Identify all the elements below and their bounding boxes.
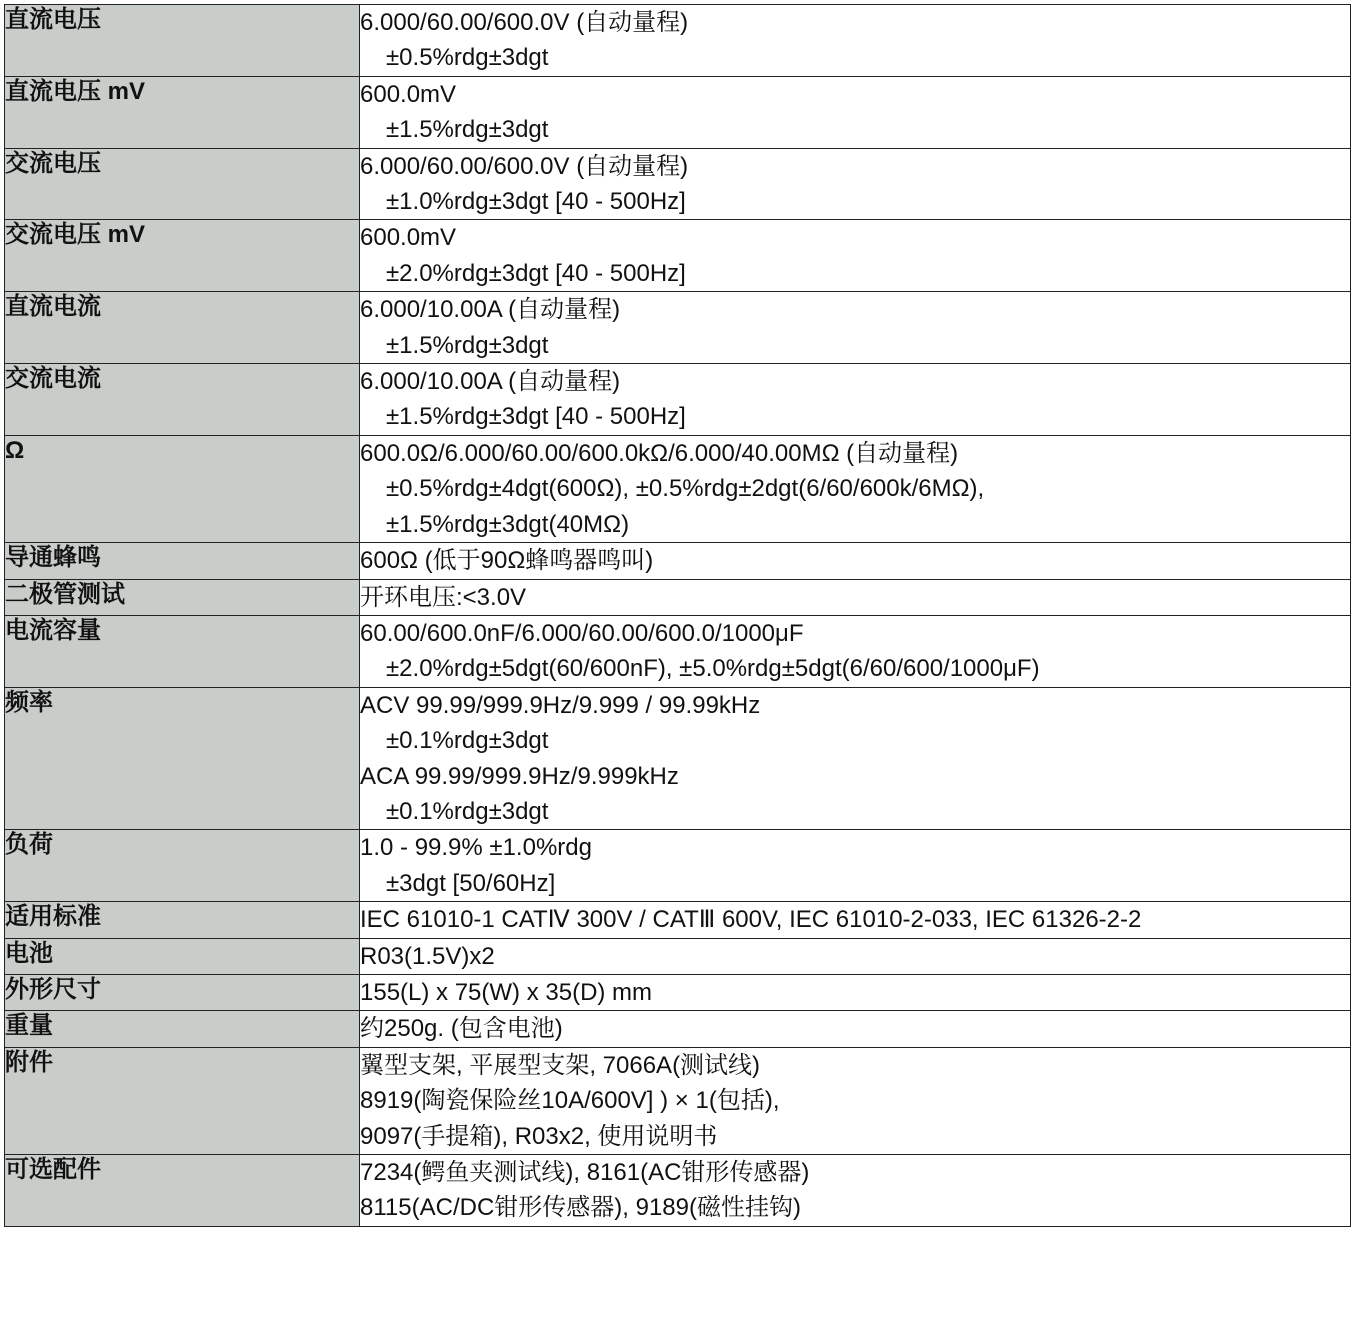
spec-value-line: 翼型支架, 平展型支架, 7066A(测试线) xyxy=(360,1051,761,1079)
spec-label: 电池 xyxy=(5,939,53,967)
spec-row xyxy=(5,830,1351,902)
spec-label: 附件 xyxy=(5,1048,53,1076)
spec-row xyxy=(5,687,1351,830)
spec-label-cell xyxy=(5,364,360,436)
spec-label-cell xyxy=(5,220,360,292)
spec-value-line: ±2.0%rdg±5dgt(60/600nF), ±5.0%rdg±5dgt(6/60/600/1000μF) xyxy=(386,655,1040,683)
spec-value-cell xyxy=(360,830,1351,902)
spec-label-cell xyxy=(5,292,360,364)
spec-value-line: ACV 99.99/999.9Hz/9.999 / 99.99kHz xyxy=(360,691,761,719)
spec-value-line: 开环电压:<3.0V xyxy=(360,583,527,611)
spec-value-line: 7234(鳄鱼夹测试线), 8161(AC钳形传感器) xyxy=(360,1159,810,1186)
spec-label: 电流容量 xyxy=(5,616,101,644)
spec-label-cell xyxy=(5,902,360,938)
spec-value-cell xyxy=(360,938,1351,974)
spec-label-cell xyxy=(5,148,360,220)
spec-label-cell xyxy=(5,687,360,830)
spec-label-cell xyxy=(5,938,360,974)
spec-value-line: ±3dgt [50/60Hz] xyxy=(386,869,556,897)
spec-label-cell xyxy=(5,1155,360,1227)
spec-value-line: IEC 61010-1 CATⅣ 300V / CATⅢ 600V, IEC 61010-2-033, IEC 61326-2-2 xyxy=(360,906,1142,934)
spec-row xyxy=(5,543,1351,579)
spec-value-line: 8919(陶瓷保险丝10A/600V] ) × 1(包括), xyxy=(360,1087,780,1115)
spec-value-line: 600.0mV xyxy=(360,80,457,108)
spec-value-line: 60.00/600.0nF/6.000/60.00/600.0/1000μF xyxy=(360,619,804,647)
spec-value-line: ±2.0%rdg±3dgt [40 - 500Hz] xyxy=(386,259,686,287)
spec-label-cell xyxy=(5,974,360,1010)
spec-label: 交流电压 mV xyxy=(5,221,146,249)
spec-value-line: 6.000/60.00/600.0V (自动量程) xyxy=(360,152,689,180)
spec-label: 交流电压 xyxy=(5,149,101,177)
spec-row xyxy=(5,148,1351,220)
spec-value-cell xyxy=(360,974,1351,1010)
spec-row xyxy=(5,974,1351,1010)
spec-value-line: ±1.5%rdg±3dgt [40 - 500Hz] xyxy=(386,403,686,431)
spec-row xyxy=(5,364,1351,436)
spec-value-line: ±0.5%rdg±3dgt xyxy=(386,44,549,72)
spec-value-cell xyxy=(360,1047,1351,1154)
spec-value-line: ±0.1%rdg±3dgt xyxy=(386,727,549,755)
spec-label: 外形尺寸 xyxy=(5,975,101,1003)
spec-value-line: 600Ω (低于90Ω蜂鸣器鸣叫) xyxy=(360,547,654,575)
spec-value-line: 600.0mV xyxy=(360,224,457,252)
spec-label-cell xyxy=(5,615,360,687)
spec-value-line: 6.000/60.00/600.0V (自动量程) xyxy=(360,9,689,36)
spec-value-cell xyxy=(360,435,1351,542)
spec-value-line: ±1.0%rdg±3dgt [40 - 500Hz] xyxy=(386,188,686,216)
spec-value-line: ACA 99.99/999.9Hz/9.999kHz xyxy=(360,762,679,790)
spec-label-cell xyxy=(5,435,360,542)
spec-label: 交流电流 xyxy=(5,365,101,393)
spec-value-cell xyxy=(360,76,1351,148)
spec-value-line: R03(1.5V)x2 xyxy=(360,942,495,970)
spec-label-cell xyxy=(5,5,360,77)
spec-label-cell xyxy=(5,1047,360,1154)
spec-value-line: 约250g. (包含电池) xyxy=(360,1015,563,1043)
spec-value-cell xyxy=(360,687,1351,830)
spec-value-line: ±1.5%rdg±3dgt(40MΩ) xyxy=(386,510,630,538)
spec-value-cell xyxy=(360,292,1351,364)
spec-row xyxy=(5,435,1351,542)
spec-row xyxy=(5,615,1351,687)
spec-row xyxy=(5,902,1351,938)
spec-value-line: ±1.5%rdg±3dgt xyxy=(386,116,549,144)
spec-row xyxy=(5,220,1351,292)
spec-value-line: ±0.5%rdg±4dgt(600Ω), ±0.5%rdg±2dgt(6/60/600k/6MΩ), xyxy=(386,475,985,503)
spec-value-line: ±1.5%rdg±3dgt xyxy=(386,331,549,359)
spec-row xyxy=(5,1011,1351,1047)
spec-value-line: 8115(AC/DC钳形传感器), 9189(磁性挂钩) xyxy=(360,1194,801,1222)
spec-label: 适用标准 xyxy=(5,903,101,931)
spec-value-cell xyxy=(360,615,1351,687)
spec-row xyxy=(5,938,1351,974)
spec-row xyxy=(5,579,1351,615)
spec-row xyxy=(5,292,1351,364)
spec-value-line: 155(L) x 75(W) x 35(D) mm xyxy=(360,978,653,1006)
spec-label: 导通蜂鸣 xyxy=(5,544,101,572)
spec-value-cell xyxy=(360,1155,1351,1227)
spec-value-cell xyxy=(360,543,1351,579)
spec-value-line: ±0.1%rdg±3dgt xyxy=(386,797,549,825)
spec-value-cell xyxy=(360,902,1351,938)
spec-label-cell xyxy=(5,543,360,579)
spec-value-cell xyxy=(360,148,1351,220)
spec-row xyxy=(5,1047,1351,1154)
spec-label-cell xyxy=(5,1011,360,1047)
spec-value-cell xyxy=(360,364,1351,436)
spec-row xyxy=(5,76,1351,148)
spec-value-cell xyxy=(360,579,1351,615)
spec-label: 直流电流 xyxy=(5,293,101,321)
spec-label-cell xyxy=(5,830,360,902)
spec-label: 负荷 xyxy=(5,831,53,859)
spec-label: 可选配件 xyxy=(5,1156,101,1183)
spec-row xyxy=(5,1155,1351,1227)
spec-label-cell xyxy=(5,76,360,148)
spec-value-line: 9097(手提箱), R03x2, 使用说明书 xyxy=(360,1122,718,1150)
spec-value-cell xyxy=(360,220,1351,292)
spec-table-body xyxy=(5,5,1351,1227)
spec-value-line: 1.0 - 99.9% ±1.0%rdg xyxy=(360,834,592,862)
spec-table xyxy=(4,4,1351,1227)
spec-label: 直流电压 mV xyxy=(5,77,146,105)
spec-row xyxy=(5,5,1351,77)
spec-value-cell xyxy=(360,1011,1351,1047)
spec-value-line: 6.000/10.00A (自动量程) xyxy=(360,296,621,324)
spec-label: 直流电压 xyxy=(5,6,101,33)
spec-value-cell xyxy=(360,5,1351,77)
spec-label: 重量 xyxy=(5,1012,53,1040)
spec-label: 二极管测试 xyxy=(5,580,125,608)
spec-label: 频率 xyxy=(5,688,53,716)
spec-value-line: 600.0Ω/6.000/60.00/600.0kΩ/6.000/40.00MΩ (自动量程) xyxy=(360,439,959,467)
spec-label-cell xyxy=(5,579,360,615)
spec-label: Ω xyxy=(5,436,25,464)
spec-value-line: 6.000/10.00A (自动量程) xyxy=(360,368,621,396)
